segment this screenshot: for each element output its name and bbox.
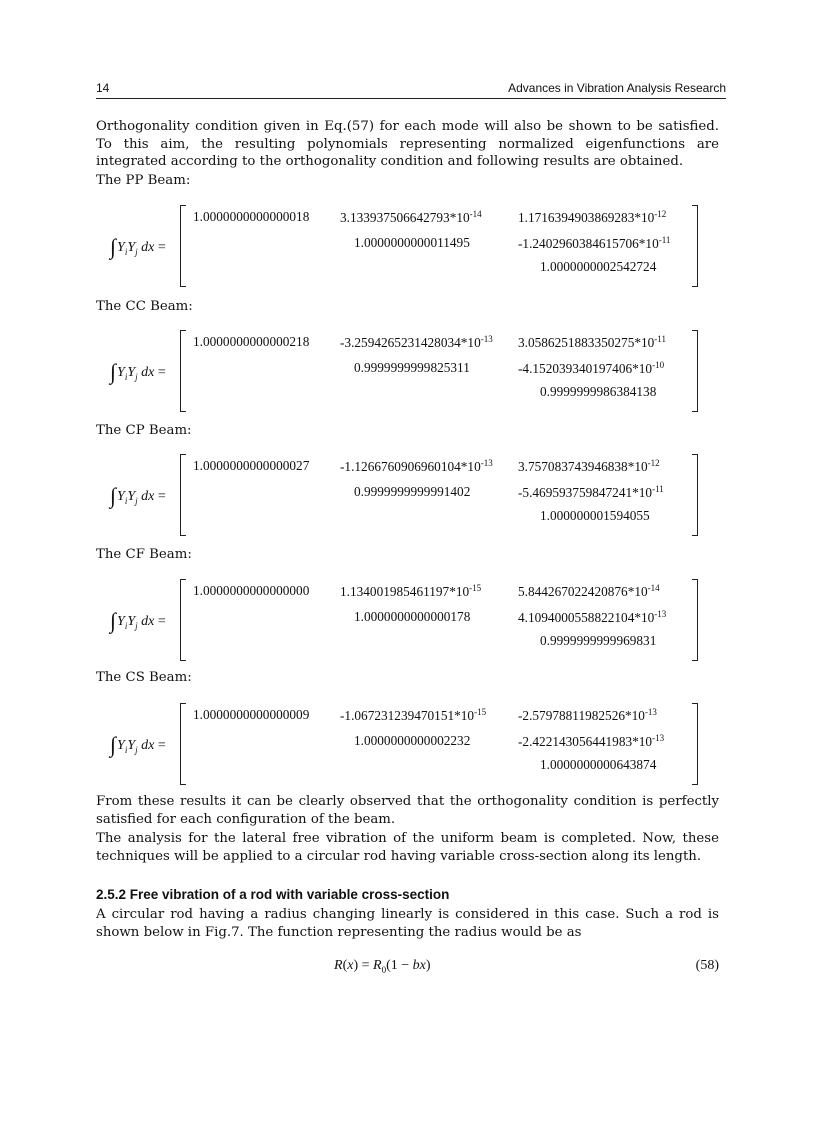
matrix-right-bracket [692, 330, 698, 412]
integral-sign: ∫ [110, 483, 117, 508]
matrix-cell-23: $-5.469593759847241*10^{-11}$ [518, 484, 664, 500]
running-title: Advances in Vibration Analysis Research [508, 81, 726, 95]
matrix-cell-12: $-1.1266760906960104*10^{-13}$ [340, 458, 493, 474]
running-header [96, 80, 726, 99]
integral-lhs: $\int Y_iY_j$ dx = [110, 732, 166, 757]
matrix-right-bracket [692, 454, 698, 536]
matrix-cell-12: $-3.2594265231428034*10^{-13}$ [340, 334, 493, 350]
intro-paragraph: Orthogonality condition given in Eq.(57) for each mode will also be shown to be satisfied. To this aim, the resulting polynomials representing normalized eigenfunctions are integrated according to the orthogonality condition and following results are obtained. [96, 119, 719, 170]
integral-sign: ∫ [110, 234, 117, 259]
equation-number: (58) [695, 958, 719, 973]
matrix-cell-13: $5.844267022420876*10^{-14}$ [518, 583, 660, 599]
matrix-cell-23: $-2.422143056441983*10^{-13}$ [518, 733, 665, 749]
matrix-right-bracket [692, 703, 698, 785]
matrix-cell-22: 1.0000000000002232 [354, 733, 471, 748]
orthogonality-matrix-equation [96, 701, 726, 785]
integral-lhs: $\int Y_iY_j$ dx = [110, 234, 166, 259]
beam-label: The PP Beam: [96, 173, 191, 188]
matrix-cell-23: $-4.152039340197406*10^{-10}$ [518, 360, 665, 376]
matrix-cell-12: $1.134001985461197*10^{-15}$ [340, 583, 482, 599]
matrix-cell-23: $-1.2402960384615706*10^{-11}$ [518, 235, 671, 251]
matrix-cell-12: $3.133937506642793*10^{-14}$ [340, 209, 482, 225]
section-paragraph: A circular rod having a radius changing linearly is considered in this case. Such a rod is shown below in Fig.7. The function representing the radius would be as [96, 907, 719, 940]
matrix-cell-13: $3.0586251883350275*10^{-11}$ [518, 334, 666, 350]
integral-sign: ∫ [110, 732, 117, 757]
conclusion-paragraph-1: From these results it can be clearly observed that the orthogonality condition is perfectly satisfied for each configuration of the beam. [96, 794, 719, 827]
matrix-cell-12: $-1.067231239470151*10^{-15}$ [340, 707, 487, 723]
beam-label: The CS Beam: [96, 670, 192, 685]
matrix-right-bracket [692, 205, 698, 287]
orthogonality-matrix-equation [96, 203, 726, 287]
integral-lhs: $\int Y_iY_j$ dx = [110, 359, 166, 384]
matrix-cell-11: 1.0000000000000000 [193, 583, 310, 598]
orthogonality-matrix-equation [96, 452, 726, 536]
matrix-left-bracket [180, 330, 186, 412]
equation-58 [96, 958, 719, 980]
integral-sign: ∫ [110, 608, 117, 633]
page-number: 14 [96, 81, 110, 95]
matrix-cell-33: 1.000000001594055 [540, 508, 650, 523]
matrix-right-bracket [692, 579, 698, 661]
matrix-cell-33: 0.9999999999969831 [540, 633, 657, 648]
integral-lhs: $\int Y_iY_j$ dx = [110, 483, 166, 508]
matrix-cell-13: $3.757083743946838*10^{-12}$ [518, 458, 660, 474]
matrix-cell-11: 1.0000000000000218 [193, 334, 310, 349]
integral-lhs: $\int Y_iY_j$ dx = [110, 608, 166, 633]
matrix-cell-11: 1.0000000000000027 [193, 458, 310, 473]
beam-label: The CP Beam: [96, 423, 192, 438]
conclusion-paragraph-2: The analysis for the lateral free vibration of the uniform beam is completed. Now, these techniques will be applied to a circular rod having variable cross-section along its length. [96, 831, 719, 864]
matrix-cell-11: 1.0000000000000018 [193, 209, 310, 224]
matrix-cell-13: $-2.57978811982526*10^{-13}$ [518, 707, 657, 723]
matrix-left-bracket [180, 454, 186, 536]
equation-58-formula: $R(x) = R_0(1 - bx)$ [334, 958, 431, 975]
matrix-left-bracket [180, 579, 186, 661]
matrix-cell-33: 0.9999999986384138 [540, 384, 657, 399]
orthogonality-matrix-equation [96, 577, 726, 661]
section-heading: 2.5.2 Free vibration of a rod with variable cross-section [96, 887, 450, 902]
matrix-cell-23: $4.1094000558822104*10^{-13}$ [518, 609, 667, 625]
matrix-cell-22: 1.0000000000000178 [354, 609, 471, 624]
matrix-cell-11: 1.0000000000000009 [193, 707, 310, 722]
integral-sign: ∫ [110, 359, 117, 384]
orthogonality-matrix-equation [96, 328, 726, 412]
beam-label: The CC Beam: [96, 299, 193, 314]
matrix-cell-13: $1.1716394903869283*10^{-12}$ [518, 209, 667, 225]
matrix-cell-22: 1.0000000000011495 [354, 235, 470, 250]
matrix-cell-33: 1.0000000000643874 [540, 757, 657, 772]
matrix-cell-33: 1.0000000002542724 [540, 259, 657, 274]
matrix-left-bracket [180, 703, 186, 785]
matrix-cell-22: 0.9999999999991402 [354, 484, 471, 499]
beam-label: The CF Beam: [96, 547, 192, 562]
matrix-cell-22: 0.9999999999825311 [354, 360, 470, 375]
matrix-left-bracket [180, 205, 186, 287]
